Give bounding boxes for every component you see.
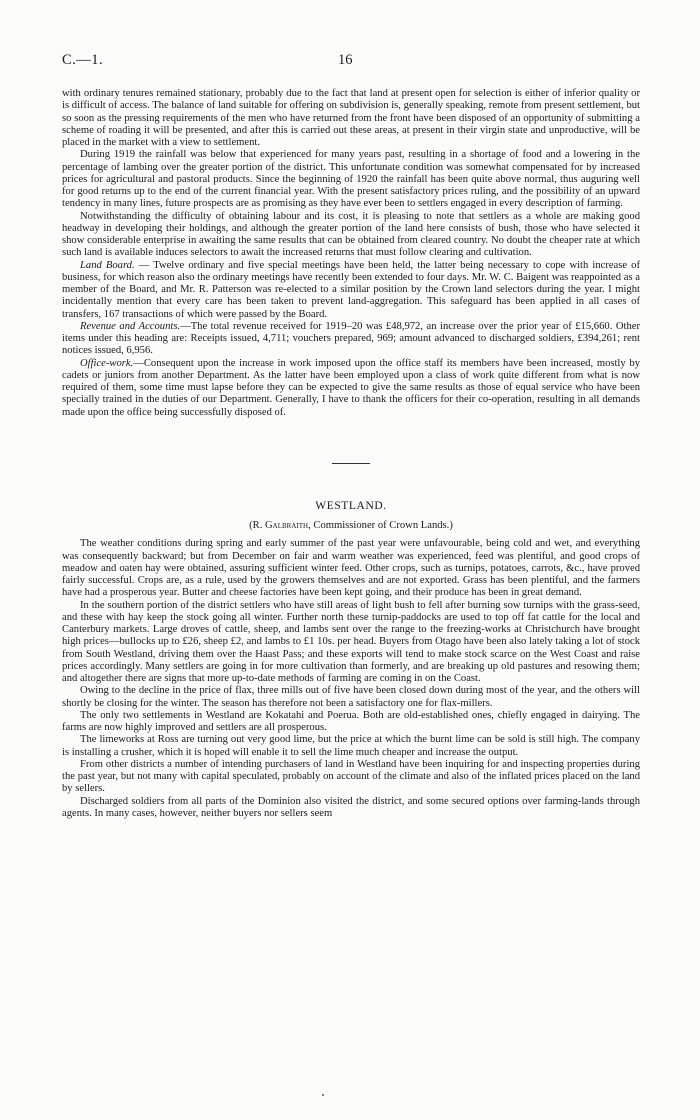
paragraph-body: —The total revenue received for 1919–20 was £48,972, an increase over the prior year of £15,660. Other items under this heading are: Receipts issued, 4,711; vouchers prepared, 969; amount advanced to discharged soldiers, £394,261; rent notices issued, 6,956. xyxy=(62,320,640,357)
paragraph-revenue xyxy=(62,321,640,358)
paragraph-lead: Office-work. xyxy=(80,357,134,369)
paragraph: Owing to the decline in the price of flax, three mills out of five have been closed down during most of the year, and the others will shortly be closing for the winter. The season has therefore not been a satisfactory one for flax-millers. xyxy=(62,685,640,709)
byline-rest: , Commissioner of Crown Lands.) xyxy=(308,520,453,531)
page-number: 16 xyxy=(338,52,353,68)
paragraph: From other districts a number of intending purchasers of land in Westland have been inquiring for and inspecting properties during the past year, but not many with capital speculated, probably on account of the climate and also of the inflated prices placed on the land by sellers. xyxy=(62,758,640,795)
paragraph: Discharged soldiers from all parts of the Dominion also visited the district, and some secured options over farming-lands through agents. In many cases, however, neither buyers nor sellers seem xyxy=(62,795,640,819)
page-header xyxy=(62,52,640,72)
paragraph: The weather conditions during spring and early summer of the past year were unfavourable, being cold and wet, and everything was consequently backward; but from December on fair and warm weather was experienced, feed was plentiful, and good crops of meadow and oaten hay were obtained, assuring sufficient winter feed. Other crops, such as turnips, potatoes, carrots, &c., have proved fairly successful. Crops are, as a rule, used by the growers themselves and are not exported. Grass has been plentiful, and the farmers have had a prosperous year. Butter and cheese factories have been kept going, and their produce has been in great demand. xyxy=(62,538,640,599)
paragraph: In the southern portion of the district settlers who have still areas of light bush to fell after burning sow turnips with the grass-seed, and these with hay keep the stock going all winter. Further north these turnip-paddocks are used to top off fat cattle for the local and Canterbury markets. Large droves of cattle, sheep, and lambs sent over the range to the freezing-works at Christchurch have brought high prices—bullocks up to £26, sheep £2, and lambs to £1 10s. per head. Buyers from Otago have been also lately taking a lot of stock from South Westland, driving them over the Haast Pass; and these exports will tend to make stock scarce on the West Coast and raise prices accordingly. Many settlers are going in for more cultivation than formerly, and are breaking up old pastures and resowing them; and altogether there are signs that more up-to-date methods of farming are coming in on the Coast. xyxy=(62,599,640,684)
paragraph-body: — Twelve ordinary and five special meetings have been held, the latter being necessary to cope with increase of business, for which reason also the ordinary meetings have recently been extended to four days. Mr. W. C. Baigent was reappointed as a member of the Board, and Mr. R. Patterson was re-elected to a similar position by the Crown land selectors during the year. I might incidentally mention that every care has been taken to prevent land-aggregation. This safeguard has been applied in all cases of transfers, 167 transactions of which were passed by the Board. xyxy=(62,259,640,320)
print-speck xyxy=(322,1094,324,1096)
byline-name: Galbraith xyxy=(265,520,309,531)
paragraph: The only two settlements in Westland are Kokatahi and Poerua. Both are old-established ones, chiefly engaged in dairying. The farms are now highly improved and settlers are all prosperous. xyxy=(62,709,640,733)
paragraph-lead: Land Board. xyxy=(80,259,135,271)
section-divider xyxy=(332,463,370,464)
paragraph-lead: Revenue and Accounts. xyxy=(80,320,181,332)
section-byline xyxy=(62,520,640,532)
paragraph: The limeworks at Ross are turning out very good lime, but the price at which the burnt lime can be sold is still high. The company is installing a crusher, which it is hoped will enable it to sell the lime much cheaper and increase the output. xyxy=(62,734,640,758)
paragraph: Notwithstanding the difficulty of obtaining labour and its cost, it is pleasing to note that settlers as a whole are making good headway in developing their holdings, and although the greater portion of the land here consists of bush, those who have selected it show considerable enterprise in awaiting the same results that can be obtained from cleared country. No doubt the cheaper rate at which such land is available induces selectors to await the increased returns that must follow clearing and cultivation. xyxy=(62,210,640,259)
paragraph-land-board xyxy=(62,260,640,321)
paragraph: During 1919 the rainfall was below that experienced for many years past, resulting in a shortage of food and a lowering in the percentage of lambing over the greater portion of the district. This unfortunate condition was somewhat compensated for by increased prices for agricultural and pastoral products. Since the beginning of 1920 the rainfall has been quite above normal, thus auguring well for good returns up to the end of the current financial year. With the present satisfactory prices ruling, and the possibility of an upward tendency in many lines, future prospects are as promising as they have ever been to settlers engaged in every description of farming. xyxy=(62,149,640,210)
paragraph: with ordinary tenures remained stationary, probably due to the fact that land at present open for selection is either of inferior quality or is difficult of access. The balance of land suitable for offering on subdivision is, generally speaking, remote from present settlement, but so soon as the pressing requirements of the men who have returned from the front have been disposed of an opportunity of submitting a scheme of roading it will be presented, and after this is carried out these areas, at present in their virgin state and unproductive, will be placed in the market with a view to settlement. xyxy=(62,88,640,148)
document-reference: C.—1. xyxy=(62,52,104,68)
byline-open: (R. xyxy=(249,520,266,531)
paragraph-office-work xyxy=(62,358,640,419)
paragraph-body: —Consequent upon the increase in work imposed upon the office staff its members have been increased, mostly by cadets or juniors from another Department. As the latter have been employed upon a class of work quite different from what is now required of them, some time must lapse before they can be expected to give the same results as those of equal service who have been specially trained in the duties of our Department. Generally, I have to thank the officers for their co-operation, resulting in all demands made upon the office being successfully disposed of. xyxy=(62,357,640,418)
body-text xyxy=(62,88,640,820)
section-title: WESTLAND. xyxy=(315,499,387,512)
